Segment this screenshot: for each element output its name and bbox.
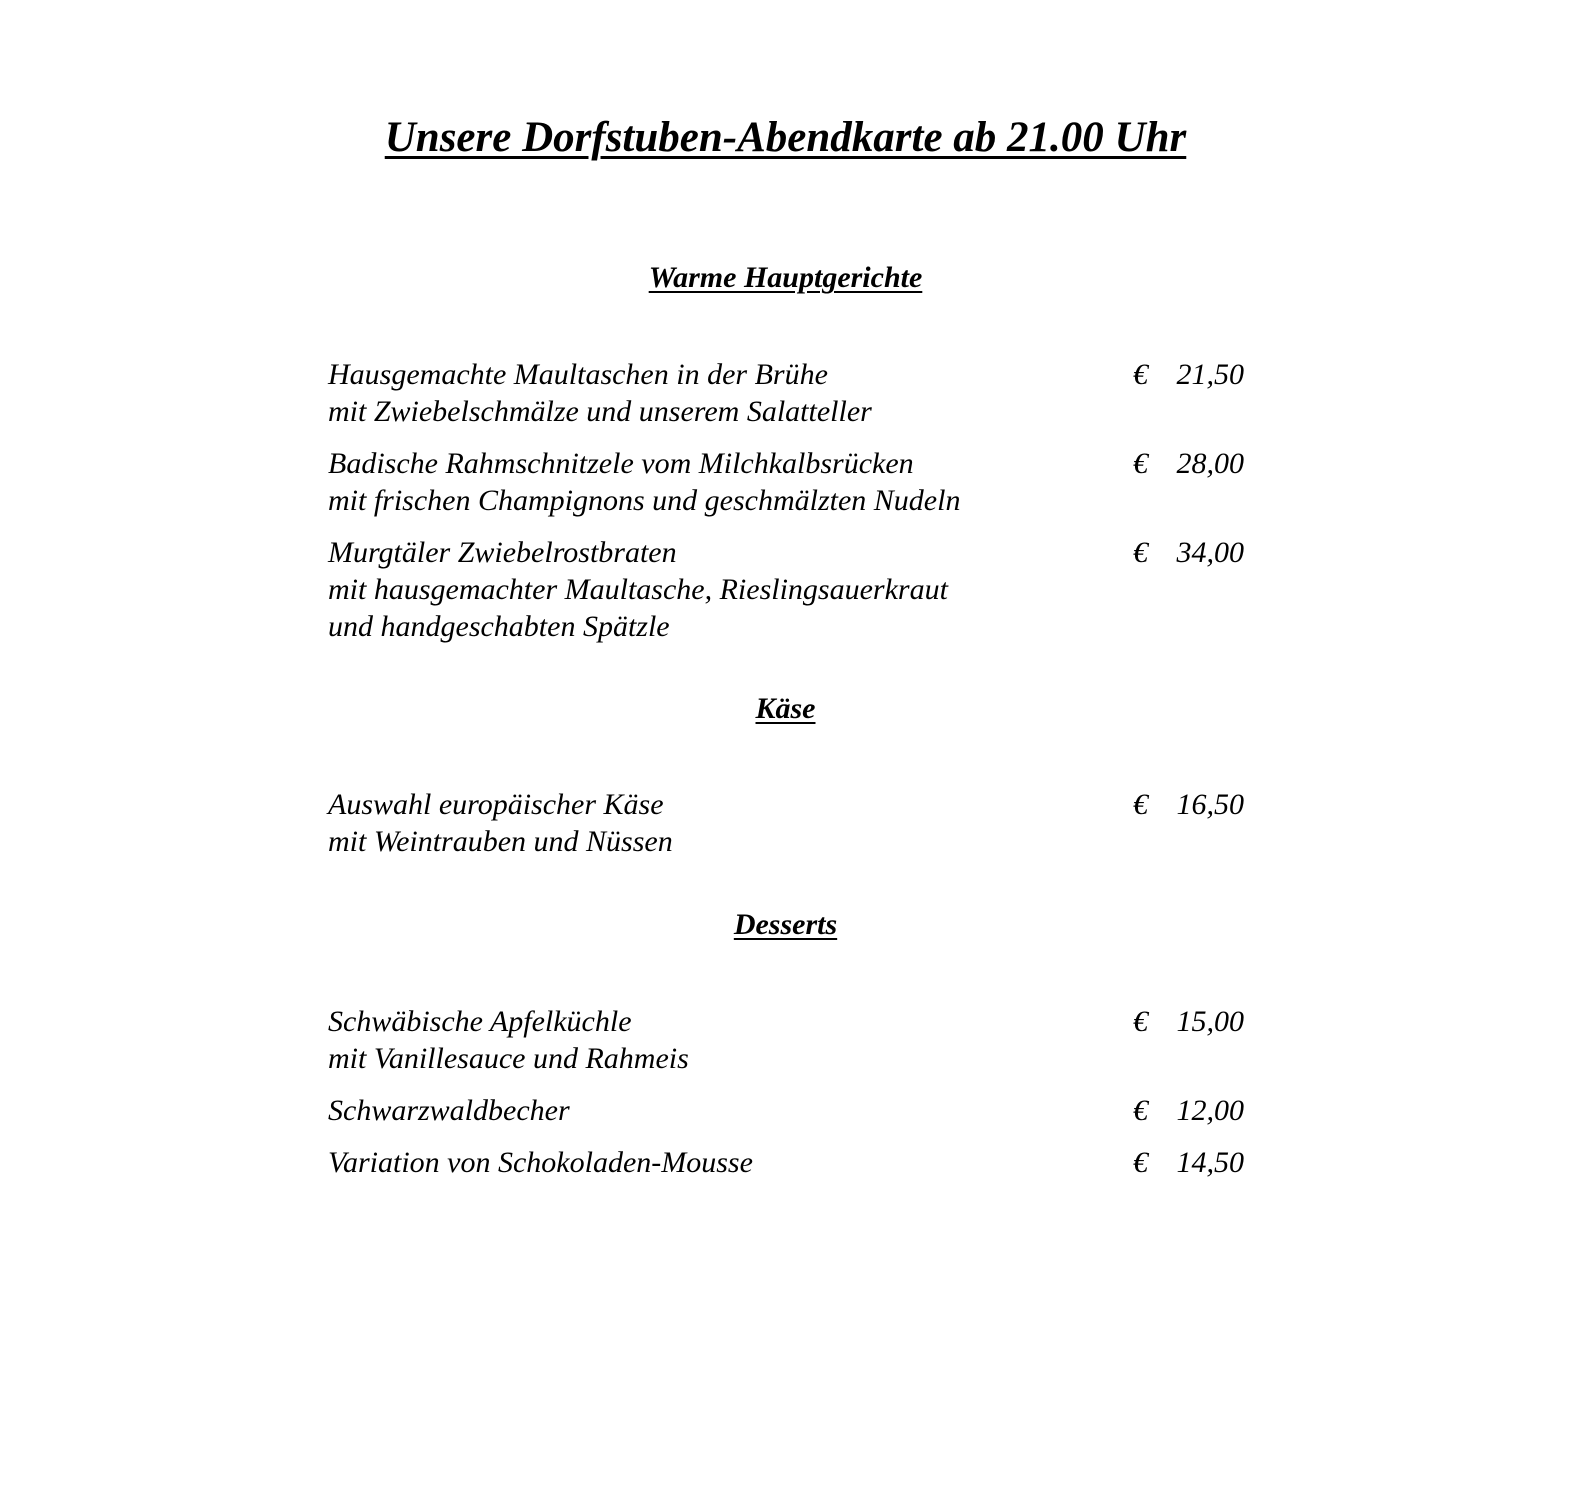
euro-symbol: €: [1133, 788, 1148, 821]
price-value: 34,00: [1176, 536, 1244, 569]
menu-item-name: Variation von Schokoladen-Mousse: [328, 1146, 753, 1179]
menu-item-price: [1133, 356, 1244, 393]
euro-symbol: €: [1133, 447, 1148, 480]
menu-item-description: und handgeschabten Spätzle: [328, 610, 670, 643]
menu-item-kaese-auswahl: [328, 786, 1244, 860]
menu-item-zwiebelrostbraten: [328, 534, 1244, 645]
menu-item-name: Schwarzwaldbecher: [328, 1094, 570, 1127]
menu-item-name: Auswahl europäischer Käse: [328, 788, 664, 821]
section-heading-desserts: Desserts: [733, 908, 838, 941]
menu-item-price: [1133, 445, 1244, 482]
menu-item-description: mit frischen Champignons und geschmälzten Nudeln: [328, 484, 961, 517]
menu-item-name: Schwäbische Apfelküchle: [328, 1005, 632, 1038]
price-value: 14,50: [1176, 1146, 1244, 1179]
section-heading-kaese: Käse: [755, 692, 816, 725]
menu-item-price: [1133, 1003, 1244, 1040]
price-value: 21,50: [1176, 358, 1244, 391]
price-value: 12,00: [1176, 1094, 1244, 1127]
menu-item-name: Hausgemachte Maultaschen in der Brühe: [328, 358, 828, 391]
menu-item-rahmschnitzele: [328, 445, 1244, 519]
menu-item-schokoladen-mousse: [328, 1144, 1244, 1181]
menu-item-apfelkuechle: [328, 1003, 1244, 1077]
section-heading-warme-hauptgerichte: Warme Hauptgerichte: [648, 261, 923, 294]
menu-item-schwarzwaldbecher: [328, 1092, 1244, 1129]
price-value: 15,00: [1176, 1005, 1244, 1038]
menu-item-description: mit Weintrauben und Nüssen: [328, 825, 673, 858]
menu-item-price: [1133, 1144, 1244, 1181]
menu-item-name: Murgtäler Zwiebelrostbraten: [328, 536, 677, 569]
menu-item-name: Badische Rahmschnitzele vom Milchkalbsrücken: [328, 447, 914, 480]
menu-item-price: [1133, 1092, 1244, 1129]
menu-item-price: [1133, 786, 1244, 823]
menu-item-description: mit Vanillesauce und Rahmeis: [328, 1042, 689, 1075]
menu-item-price: [1133, 534, 1244, 571]
euro-symbol: €: [1133, 536, 1148, 569]
euro-symbol: €: [1133, 1094, 1148, 1127]
menu-item-description: mit hausgemachter Maultasche, Rieslingsauerkraut: [328, 573, 948, 606]
menu-item-maultaschen: [328, 356, 1244, 430]
euro-symbol: €: [1133, 358, 1148, 391]
euro-symbol: €: [1133, 1005, 1148, 1038]
price-value: 28,00: [1176, 447, 1244, 480]
euro-symbol: €: [1133, 1146, 1148, 1179]
page-title: Unsere Dorfstuben-Abendkarte ab 21.00 Uhr: [384, 114, 1187, 161]
menu-item-description: mit Zwiebelschmälze und unserem Salatteller: [328, 395, 872, 428]
price-value: 16,50: [1176, 788, 1244, 821]
